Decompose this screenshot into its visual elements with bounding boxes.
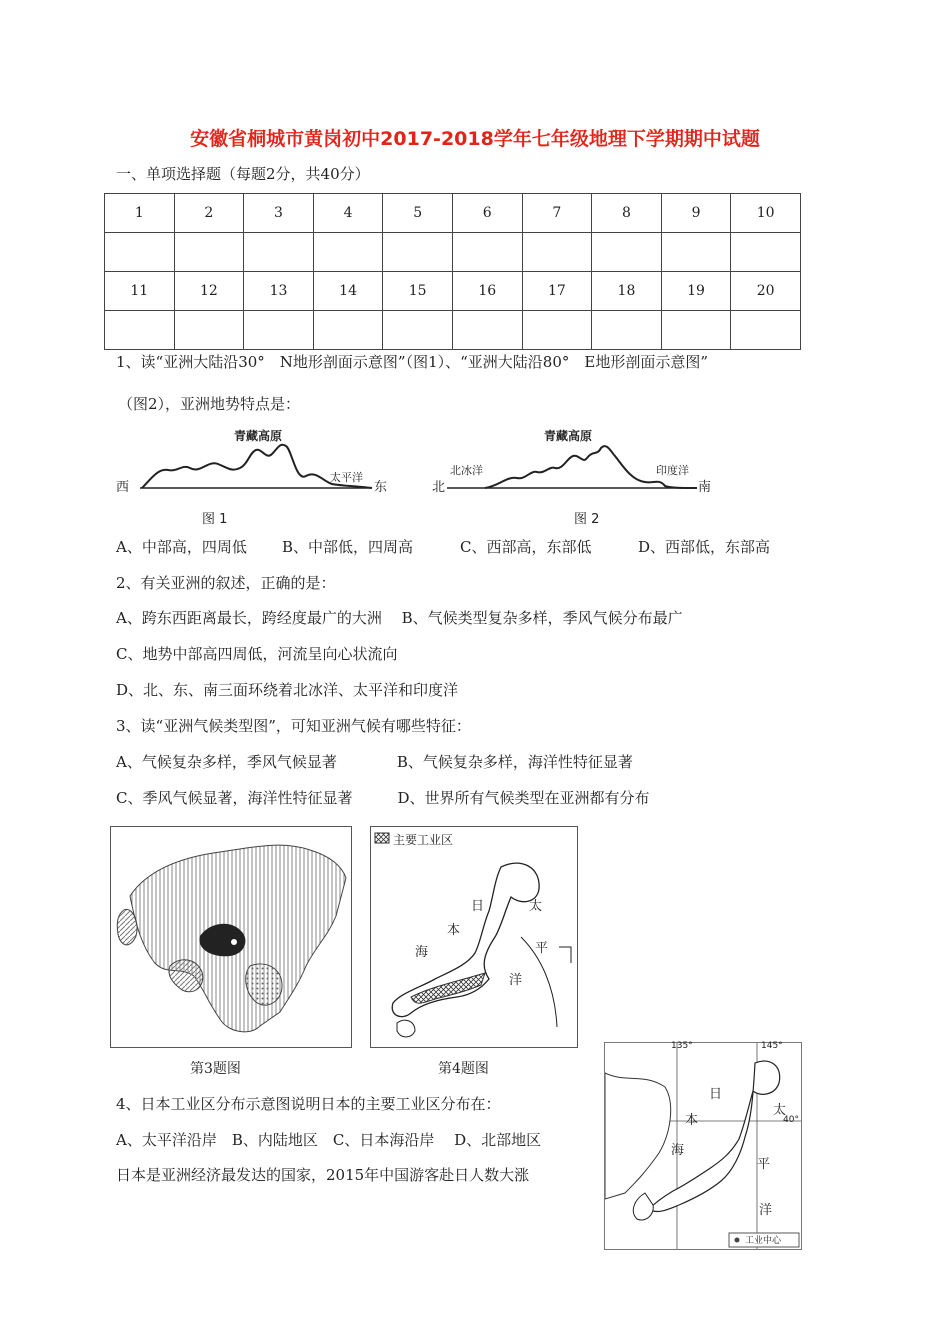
answer-cell[interactable] [244,233,314,272]
fig4-caption: 第4题图 [438,1061,489,1077]
table-cell: 10 [731,194,801,233]
answer-cell[interactable] [313,233,383,272]
fig2-south-label: 南 [698,480,712,495]
table-row [105,194,801,233]
option-c[interactable]: C、西部高，东部低 [460,538,592,556]
table-cell: 14 [313,272,383,311]
table-cell: 1 [105,194,175,233]
asia-climate-map [110,826,352,1048]
table-cell: 4 [313,194,383,233]
fig4-label-yang: 洋 [509,973,523,988]
table-cell: 6 [452,194,522,233]
table-cell: 3 [244,194,314,233]
fig4-label-hai: 海 [415,945,429,960]
table-cell: 20 [731,272,801,311]
fig5-lat: 40° [783,1115,799,1125]
answer-row [105,311,801,350]
answer-cell[interactable] [592,233,662,272]
table-row [105,272,801,311]
table-cell: 5 [383,194,453,233]
japan-grid-map [604,1042,802,1250]
q1-stem-line2: （图2），亚洲地势特点是： [118,395,301,413]
answer-cell[interactable] [244,311,314,350]
q2-option-d[interactable]: D、北、东、南三面环绕着北冰洋、太平洋和印度洋 [116,681,459,699]
fig4-legend-label: 主要工业区 [393,833,454,847]
fig2-peak-label: 青藏高原 [544,429,593,443]
fig2-sea-right-label: 印度洋 [656,464,689,477]
table-cell: 17 [522,272,592,311]
answer-cell[interactable] [661,233,731,272]
answer-cell[interactable] [383,233,453,272]
fig2-north-label: 北 [432,480,446,495]
fig1-peak-label: 青藏高原 [234,429,283,443]
fig5-label-ben: 本 [685,1113,699,1128]
q1-stem-line1: 1、读“亚洲大陆沿30° N地形剖面示意图”（图1）、“亚洲大陆沿80° E地形剖面示意图” [116,353,709,371]
fig5-lon2: 145° [761,1041,783,1051]
fig2-caption: 图 2 [574,512,600,527]
fig4-label-tai: 太 [529,899,543,914]
answer-cell[interactable] [105,311,175,350]
answer-cell[interactable] [592,311,662,350]
fig5-legend-label: 工业中心 [745,1236,782,1246]
fig1-caption: 图 1 [202,512,228,527]
fig1-west-label: 西 [116,480,130,495]
fig4-label-ping: 平 [535,941,549,956]
q4-options[interactable]: A、太平洋沿岸 B、内陆地区 C、日本海沿岸 D、北部地区 [116,1131,542,1149]
fig4-label-ri: 日 [471,899,485,914]
fig5-label-hai: 海 [671,1143,685,1158]
option-a[interactable]: A、中部高，四周低 [116,538,247,556]
answer-cell[interactable] [174,233,244,272]
answer-cell[interactable] [383,311,453,350]
q2-stem: 2、有关亚洲的叙述，正确的是： [116,574,336,592]
q1-options [116,536,770,557]
fig5-label-ping: 平 [757,1157,771,1172]
answer-row [105,233,801,272]
option-d[interactable]: D、西部低，东部高 [638,538,771,556]
answer-cell[interactable] [522,311,592,350]
fig2-sea-left-label: 北冰洋 [450,464,483,477]
answer-cell[interactable] [174,311,244,350]
fig5-lon1: 135° [671,1041,693,1051]
answer-cell[interactable] [105,233,175,272]
option-b[interactable]: B、中部低，四周高 [282,538,414,556]
table-cell: 9 [661,194,731,233]
table-cell: 19 [661,272,731,311]
table-cell: 18 [592,272,662,311]
q3-stem: 3、读“亚洲气候类型图”，可知亚洲气候有哪些特征： [116,717,471,735]
answer-table [104,193,801,350]
q2-option-c[interactable]: C、地势中部高四周低，河流呈向心状流向 [116,645,398,663]
section-heading: 一、单项选择题（每题2分，共40分） [116,165,370,183]
answer-cell[interactable] [731,311,801,350]
table-cell: 7 [522,194,592,233]
q3-option-cd[interactable]: C、季风气候显著，海洋性特征显著 D、世界所有气候类型在亚洲都有分布 [116,789,650,807]
table-cell: 2 [174,194,244,233]
fig5-label-ri: 日 [709,1087,723,1102]
q5-intro-text: 日本是亚洲经济最发达的国家，2015年中国游客赴日人数大涨 [116,1166,530,1184]
table-cell: 12 [174,272,244,311]
table-cell: 16 [452,272,522,311]
japan-industry-map [370,826,578,1048]
answer-cell[interactable] [522,233,592,272]
answer-cell[interactable] [731,233,801,272]
fig1-east-label: 东 [374,480,388,495]
table-cell: 8 [592,194,662,233]
answer-cell[interactable] [452,311,522,350]
fig3-caption: 第3题图 [190,1061,241,1077]
fig5-label-yang: 洋 [759,1203,773,1218]
table-cell: 13 [244,272,314,311]
q2-option-ab[interactable]: A、跨东西距离最长，跨经度最广的大洲 B、气候类型复杂多样，季风气候分布最广 [116,609,683,627]
answer-cell[interactable] [313,311,383,350]
fig1-sea-label: 太平洋 [330,471,363,484]
table-cell: 15 [383,272,453,311]
answer-cell[interactable] [661,311,731,350]
q4-stem: 4、日本工业区分布示意图说明日本的主要工业区分布在： [116,1095,501,1113]
fig4-label-ben: 本 [447,923,461,938]
answer-cell[interactable] [452,233,522,272]
fig5-label-tai: 太 [773,1103,787,1118]
q3-option-ab[interactable]: A、气候复杂多样，季风气候显著 B、气候复杂多样，海洋性特征显著 [116,753,633,771]
page-title: 安徽省桐城市黄岗初中2017-2018学年七年级地理下学期期中试题 [190,128,760,150]
table-cell: 11 [105,272,175,311]
